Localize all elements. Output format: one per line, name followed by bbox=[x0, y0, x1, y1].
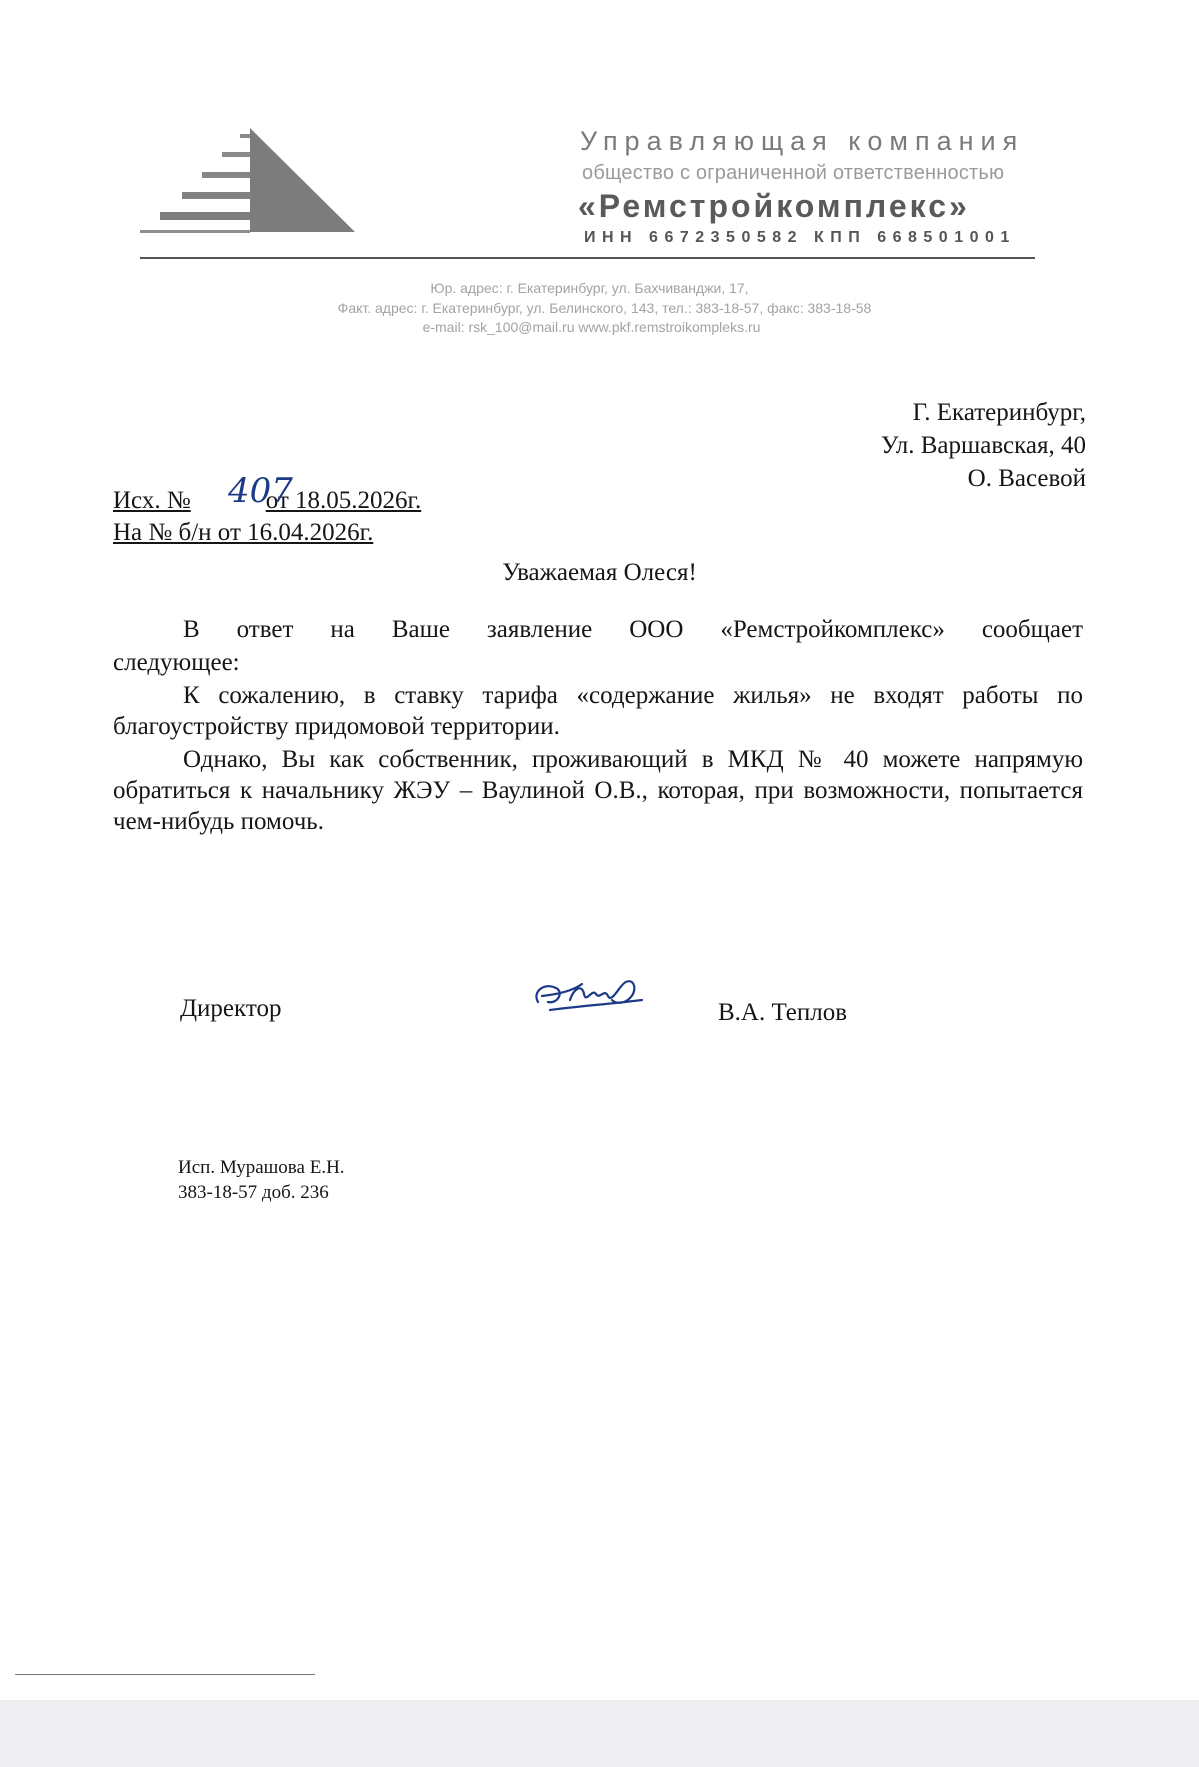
page-edge-line bbox=[15, 1674, 315, 1675]
greeting: Уважаемая Олеся! bbox=[502, 559, 697, 586]
recipient-block bbox=[686, 397, 1086, 496]
paragraph-1: В ответ на Ваше заявление ООО «Ремстройкомплекс» сообщает bbox=[183, 616, 1083, 643]
handwritten-signature bbox=[530, 970, 655, 1020]
actual-address: Факт. адрес: г. Екатеринбург, ул. Белинского, 143, тел.: 383-18-57, факс: 383-18-58 bbox=[337, 300, 872, 316]
letter-body bbox=[113, 614, 1083, 839]
outgoing-number: 407 bbox=[228, 471, 293, 511]
recipient-city: Г. Екатеринбург, bbox=[912, 399, 1086, 426]
legal-address: Юр. адрес: г. Екатеринбург, ул. Бахчиванджи, 17, bbox=[430, 280, 749, 296]
paragraph-3: Однако, Вы как собственник, проживающий в МКД № 40 можете напрямую обратиться к начальнику ЖЭУ – Ваулиной О.В., которая, при возможности, попытается чем-нибудь помочь. bbox=[113, 746, 1083, 835]
recipient-street: Ул. Варшавская, 40 bbox=[880, 432, 1086, 459]
incoming-reference: На № б/н от 16.04.2026г. bbox=[113, 519, 374, 546]
outgoing-date: от 18.05.2026г. bbox=[265, 487, 422, 514]
paragraph-2: К сожалению, в ставку тарифа «содержание жилья» не входят работы по благоустройству придомовой территории. bbox=[113, 682, 1083, 740]
company-logo bbox=[140, 120, 370, 240]
signer-position: Директор bbox=[180, 995, 282, 1022]
contacts: e-mail: rsk_100@mail.ru www.pkf.remstroikompleks.ru bbox=[422, 319, 761, 335]
org-codes: ИНН 6672350582 КПП 668501001 bbox=[584, 229, 1016, 246]
org-type: Управляющая компания bbox=[580, 126, 1025, 156]
executor-phone: 383-18-57 доб. 236 bbox=[178, 1182, 329, 1203]
signer-name: В.А. Теплов bbox=[718, 999, 848, 1026]
executor-name: Исп. Мурашова Е.Н. bbox=[178, 1157, 345, 1178]
paragraph-1-continued: следующее: bbox=[113, 649, 240, 676]
recipient-name: О. Васевой bbox=[967, 465, 1086, 492]
header-divider bbox=[140, 257, 1035, 259]
outgoing-prefix: Исх. № bbox=[113, 487, 191, 514]
org-name: «Ремстройкомплекс» bbox=[578, 188, 970, 224]
org-form: общество с ограниченной ответственностью bbox=[582, 162, 1005, 184]
